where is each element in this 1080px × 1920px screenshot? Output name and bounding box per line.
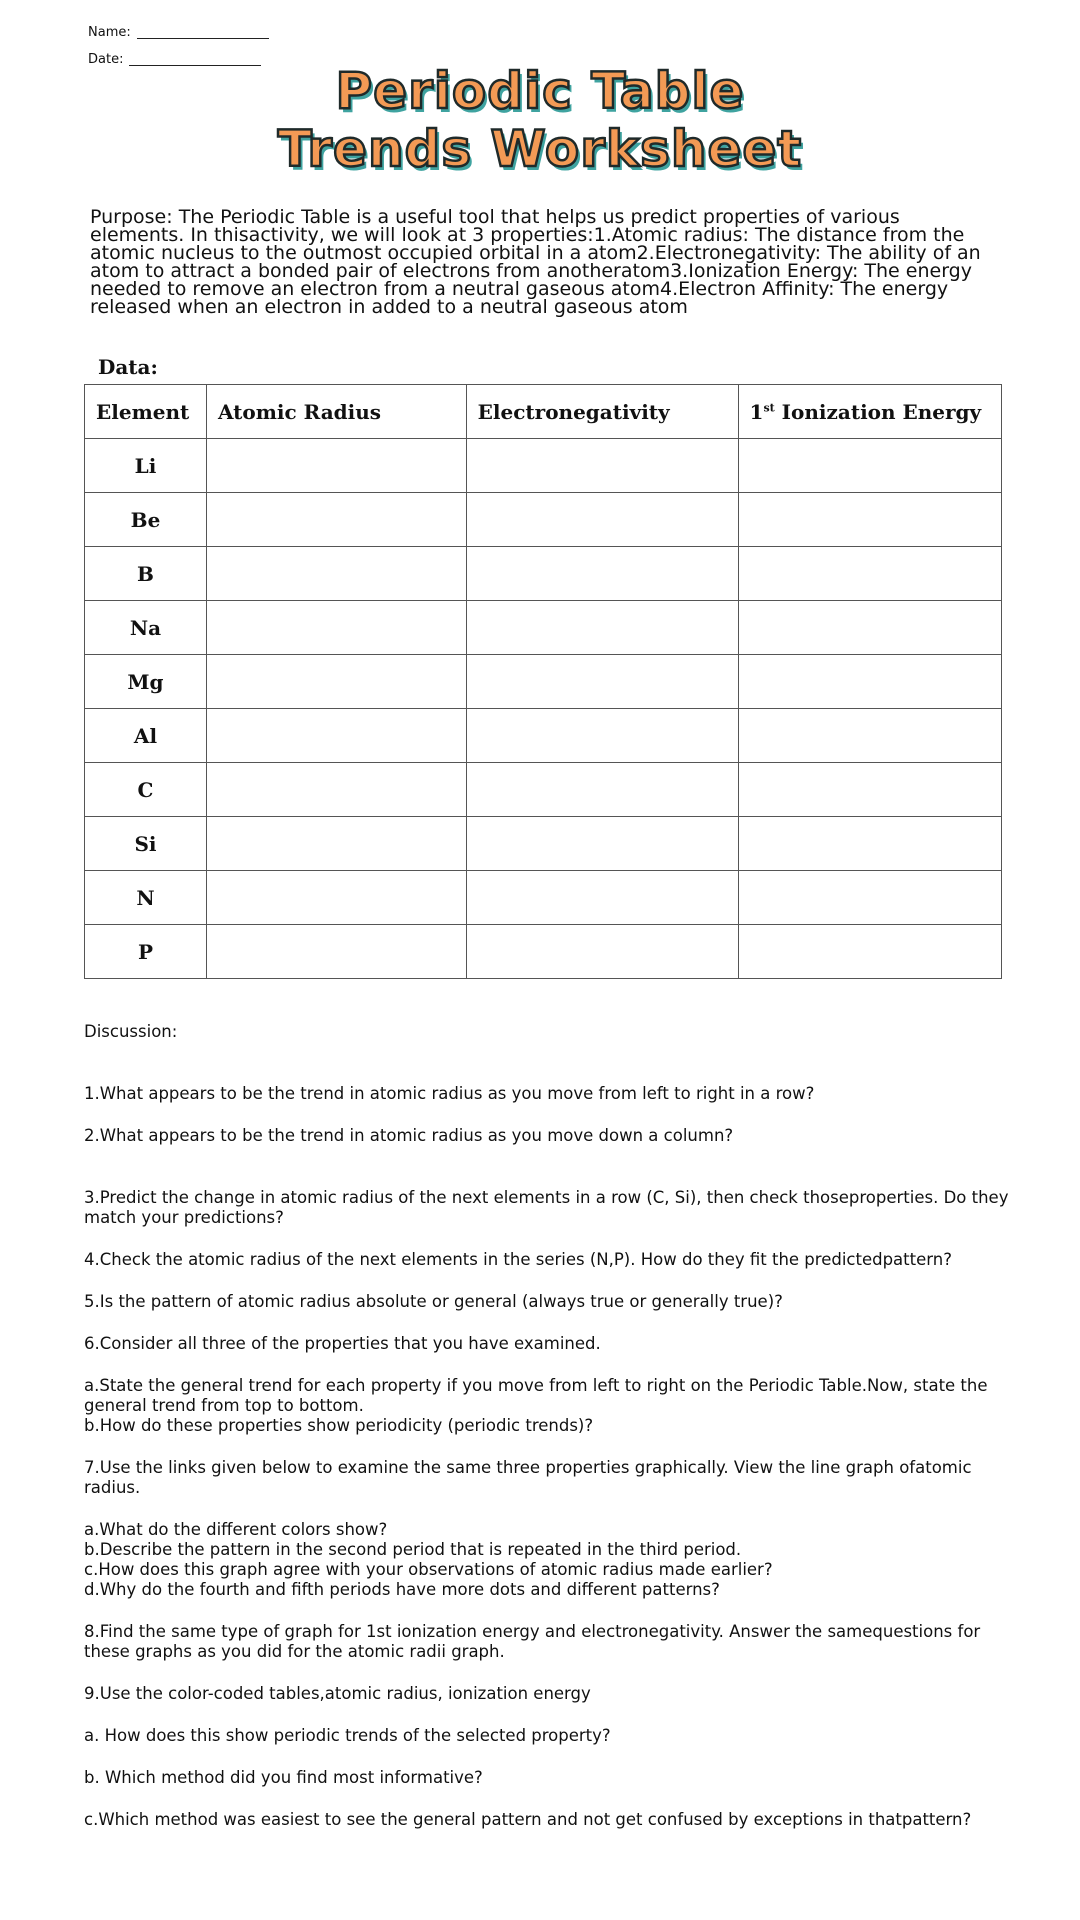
table-header-row xyxy=(85,385,1002,439)
ionization-energy-cell[interactable] xyxy=(738,493,1001,547)
purpose-paragraph: Purpose: The Periodic Table is a useful tool that helps us predict properties of various elements. In thisactivity, we will look at 3 properties:1.Atomic radius: The distance from the atomic nucleus to the outmost occupied orbital in a atom2.Electronegativity: The ability of an atom to attract a bonded pair of electrons from anotheratom3.Ionization Energy: The energy needed to remove an electron from a neutral gaseous atom4.Electron Affinity: The energy released when an electron in added to a neutral gaseous atom xyxy=(90,206,981,318)
element-cell: Na xyxy=(85,601,207,655)
header-ionization-text: Ionization Energy xyxy=(774,399,982,424)
atomic-radius-cell[interactable] xyxy=(206,709,466,763)
question-1: 1.What appears to be the trend in atomic radius as you move from left to right in a row? xyxy=(84,1084,815,1103)
name-blank-line[interactable] xyxy=(137,26,269,39)
electronegativity-cell[interactable] xyxy=(466,493,738,547)
atomic-radius-cell[interactable] xyxy=(206,655,466,709)
ionization-energy-cell[interactable] xyxy=(738,925,1001,979)
ionization-energy-cell[interactable] xyxy=(738,817,1001,871)
question-7: 7.Use the links given below to examine the same three properties graphically. View the line graph ofatomic radius. xyxy=(84,1458,972,1497)
discussion-section xyxy=(84,1022,1014,1852)
name-field-row xyxy=(88,26,269,39)
table-row xyxy=(85,655,1002,709)
ionization-energy-cell[interactable] xyxy=(738,763,1001,817)
table-row xyxy=(85,601,1002,655)
element-cell: Mg xyxy=(85,655,207,709)
date-label: Date: xyxy=(88,52,124,67)
name-label: Name: xyxy=(88,25,131,40)
table-row xyxy=(85,871,1002,925)
element-cell: Al xyxy=(85,709,207,763)
element-cell: B xyxy=(85,547,207,601)
question-7b: b.Describe the pattern in the second period that is repeated in the third period. xyxy=(84,1540,742,1559)
ionization-energy-cell[interactable] xyxy=(738,709,1001,763)
atomic-radius-cell[interactable] xyxy=(206,547,466,601)
worksheet-title xyxy=(0,62,1080,178)
title-line-2: Trends Worksheet xyxy=(277,120,803,178)
question-6: 6.Consider all three of the properties that you have examined. xyxy=(84,1334,601,1353)
header-ionization-number: 1 xyxy=(749,399,764,424)
table-row xyxy=(85,763,1002,817)
electronegativity-cell[interactable] xyxy=(466,817,738,871)
question-4: 4.Check the atomic radius of the next elements in the series (N,P). How do they fit the predictedpattern? xyxy=(84,1250,952,1269)
question-7c: c.How does this graph agree with your observations of atomic radius made earlier? xyxy=(84,1560,773,1579)
element-cell: Si xyxy=(85,817,207,871)
electronegativity-cell[interactable] xyxy=(466,709,738,763)
header-ionization-superscript: st xyxy=(763,400,775,414)
electronegativity-cell[interactable] xyxy=(466,871,738,925)
header-ionization-energy xyxy=(738,385,1001,439)
atomic-radius-cell[interactable] xyxy=(206,439,466,493)
ionization-energy-cell[interactable] xyxy=(738,601,1001,655)
question-8: 8.Find the same type of graph for 1st ionization energy and electronegativity. Answer the samequestions for these graphs as you did for the atomic radii graph. xyxy=(84,1622,981,1661)
discussion-heading: Discussion: xyxy=(84,1022,178,1041)
electronegativity-cell[interactable] xyxy=(466,601,738,655)
atomic-radius-cell[interactable] xyxy=(206,601,466,655)
title-line-1: Periodic Table xyxy=(335,62,745,120)
atomic-radius-cell[interactable] xyxy=(206,925,466,979)
question-6b: b.How do these properties show periodicity (periodic trends)? xyxy=(84,1416,594,1435)
table-row xyxy=(85,817,1002,871)
question-9b: b. Which method did you find most informative? xyxy=(84,1768,483,1787)
atomic-radius-cell[interactable] xyxy=(206,817,466,871)
table-row xyxy=(85,925,1002,979)
data-table xyxy=(84,384,1002,979)
element-cell: P xyxy=(85,925,207,979)
ionization-energy-cell[interactable] xyxy=(738,655,1001,709)
electronegativity-cell[interactable] xyxy=(466,925,738,979)
question-6a: a.State the general trend for each property if you move from left to right on the Periodic Table.Now, state the general trend from top to bottom. xyxy=(84,1376,988,1415)
table-row xyxy=(85,439,1002,493)
question-5: 5.Is the pattern of atomic radius absolute or general (always true or generally true)? xyxy=(84,1292,783,1311)
atomic-radius-cell[interactable] xyxy=(206,871,466,925)
question-9: 9.Use the color-coded tables,atomic radius, ionization energy xyxy=(84,1684,591,1703)
table-row xyxy=(85,709,1002,763)
element-cell: Be xyxy=(85,493,207,547)
ionization-energy-cell[interactable] xyxy=(738,547,1001,601)
ionization-energy-cell[interactable] xyxy=(738,871,1001,925)
question-9a: a. How does this show periodic trends of the selected property? xyxy=(84,1726,611,1745)
header-electronegativity: Electronegativity xyxy=(466,385,738,439)
table-row xyxy=(85,493,1002,547)
table-row xyxy=(85,547,1002,601)
question-7d: d.Why do the fourth and fifth periods have more dots and different patterns? xyxy=(84,1580,720,1599)
question-2: 2.What appears to be the trend in atomic radius as you move down a column? xyxy=(84,1126,734,1145)
header-element: Element xyxy=(85,385,207,439)
question-7a: a.What do the different colors show? xyxy=(84,1520,388,1539)
element-cell: Li xyxy=(85,439,207,493)
question-9c: c.Which method was easiest to see the general pattern and not get confused by exceptions in thatpattern? xyxy=(84,1810,972,1829)
question-3: 3.Predict the change in atomic radius of the next elements in a row (C, Si), then check thoseproperties. Do they match your predictions? xyxy=(84,1188,1009,1227)
electronegativity-cell[interactable] xyxy=(466,763,738,817)
element-cell: C xyxy=(85,763,207,817)
ionization-energy-cell[interactable] xyxy=(738,439,1001,493)
atomic-radius-cell[interactable] xyxy=(206,493,466,547)
header-atomic-radius: Atomic Radius xyxy=(206,385,466,439)
electronegativity-cell[interactable] xyxy=(466,439,738,493)
data-label: Data: xyxy=(98,355,158,379)
element-cell: N xyxy=(85,871,207,925)
electronegativity-cell[interactable] xyxy=(466,547,738,601)
atomic-radius-cell[interactable] xyxy=(206,763,466,817)
electronegativity-cell[interactable] xyxy=(466,655,738,709)
